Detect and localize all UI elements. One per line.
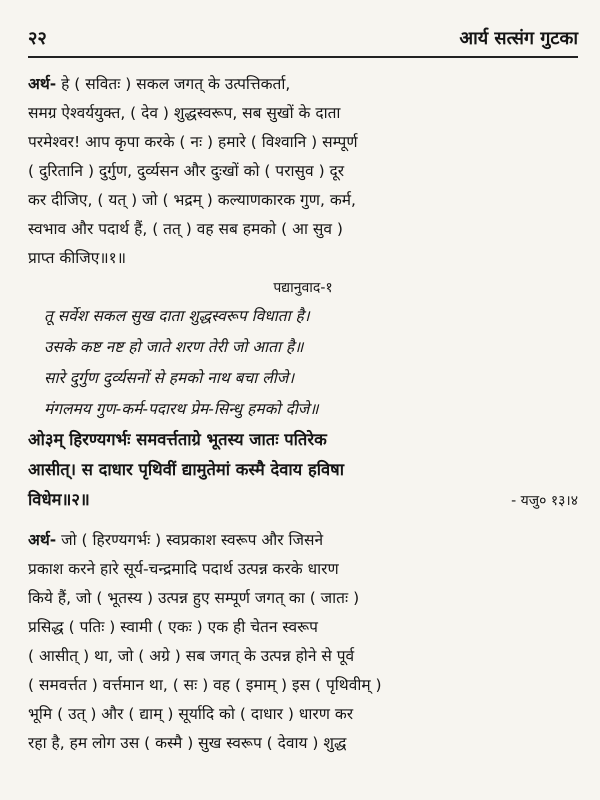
page-number: २२ (28, 28, 47, 49)
text-line: ( दुरितानि ) दुर्गुण, दुर्व्यसन और दुःखों को ( परासुव ) दूर (28, 162, 345, 180)
meaning-label: अर्थ- (28, 531, 57, 549)
meaning-paragraph-1 (28, 70, 578, 273)
verse-block (28, 301, 578, 425)
spacer (28, 516, 578, 526)
verse-reference: - यजु० १३।४ (511, 493, 578, 509)
text-line: स्वभाव और पदार्थ हैं, ( तत् ) वह सब हमको ( आ सुव ) (28, 220, 343, 238)
mantra-line: आसीत्। स दाधार पृथिवीं द्यामुतेमां कस्मै देवाय हविषा (28, 460, 344, 479)
mantra-block (28, 425, 578, 516)
text-line: भूमि ( उत् ) और ( द्याम् ) सूर्यादि को ( दाधार ) धारण कर (28, 705, 354, 723)
text-line: ( आसीत् ) था, जो ( अग्रे ) सब जगत् के उत्पन्न होने से पूर्व (28, 647, 355, 665)
meaning-label: अर्थ- (28, 75, 57, 93)
text-line: प्रसिद्ध ( पतिः ) स्वामी ( एकः ) एक ही चेतन स्वरूप (28, 618, 318, 636)
mantra-line: ओ३म् हिरण्यगर्भः समवर्त्तताग्रे भूतस्य जातः पतिरेक (28, 430, 327, 449)
mantra-end: विधेम॥२॥ (28, 490, 90, 509)
text-line: प्रकाश करने हारे सूर्य-चन्द्रमादि पदार्थ उत्पन्न करके धारण (28, 560, 339, 578)
text-line: किये हैं, जो ( भूतस्य ) उत्पन्न हुए सम्पूर्ण जगत् का ( जातः ) (28, 589, 360, 607)
text-line: ( समवर्त्तत ) वर्त्तमान था, ( सः ) वह ( इमाम् ) इस ( पृथिवीम् ) (28, 676, 382, 694)
text-line: प्राप्त कीजिए॥१॥ (28, 249, 127, 267)
header-divider (28, 56, 578, 58)
text-line: समग्र ऐश्वर्ययुक्त, ( देव ) शुद्धस्वरूप, सब सुखों के दाता (28, 104, 341, 122)
page-header (28, 26, 578, 52)
mantra-line (28, 485, 578, 516)
meaning-paragraph-2 (28, 526, 578, 758)
book-title: आर्य सत्संग गुटका (459, 28, 578, 49)
verse-line: उसके कष्ट नष्ट हो जाते शरण तेरी जो आता है॥ (44, 338, 304, 356)
verse-line: मंगलमय गुण-कर्म-पदारथ प्रेम-सिन्धु हमको दीजे॥ (44, 400, 319, 418)
verse-line: तू सर्वेश सकल सुख दाता शुद्धस्वरूप विधाता है। (44, 307, 310, 325)
text-line: अर्थ- हे ( सवितः ) सकल जगत् के उत्पत्तिकर्ता, (28, 75, 291, 93)
verse-heading: पद्यानुवाद-१ (273, 280, 333, 296)
verse-line: सारे दुर्गुण दुर्व्यसनों से हमको नाथ बचा लीजे। (44, 369, 295, 387)
text-line: अर्थ- जो ( हिरण्यगर्भः ) स्वप्रकाश स्वरूप और जिसने (28, 531, 324, 549)
text-line: परमेश्वर! आप कृपा करके ( नः ) हमारे ( विश्वानि ) सम्पूर्ण (28, 133, 358, 151)
text-line: कर दीजिए, ( यत् ) जो ( भद्रम् ) कल्याणकारक गुण, कर्म, (28, 191, 356, 209)
text-line: रहा है, हम लोग उस ( कस्मै ) सुख स्वरूप ( देवाय ) शुद्ध (28, 734, 347, 752)
